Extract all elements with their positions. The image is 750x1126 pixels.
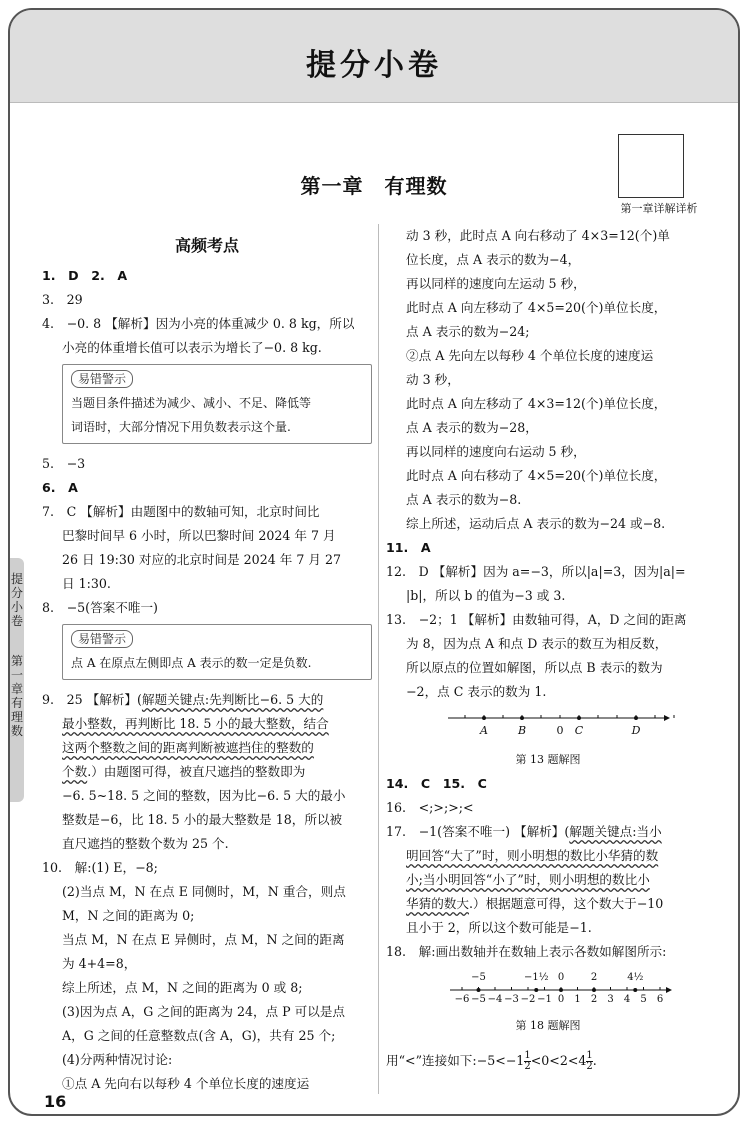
- answer-10-cont: 再以同样的速度向右运动 5 秒，: [406, 444, 586, 459]
- figure-18-svg: [386, 964, 710, 1014]
- answer-10-cont: (3)因为点 A，G 之间的距离为 24，点 P 可以是点: [62, 1004, 346, 1019]
- fig18-tick-label: −3: [504, 994, 519, 1005]
- fig18-point: [477, 988, 481, 992]
- fig18-point-label: −1½: [524, 972, 549, 983]
- fig18-point-label: 2: [590, 972, 598, 983]
- answer-10-cont: 点 A 表示的数为−8.: [406, 492, 522, 507]
- side-tab-text-2: 第一章 有理数: [10, 654, 36, 738]
- answer-9: 9. 25 【解析】(解题关键点:先判断比−6. 5 大的: [42, 692, 324, 707]
- fraction: $\frac{1}{2}$: [524, 1050, 531, 1072]
- fig18-tick-label: 0: [557, 994, 565, 1005]
- answer-10-cont: 当点 M，N 在点 E 异侧时，点 M，N 之间的距离: [62, 932, 345, 947]
- answer-7-cont: 巴黎时间早 6 小时，所以巴黎时间 2024 年 7 月: [62, 528, 336, 543]
- fig18-tick-label: −6: [454, 994, 470, 1005]
- fig18-point: [592, 988, 596, 992]
- answer-10-cont: 综上所述，点 M，N 之间的距离为 0 或 8;: [62, 980, 303, 995]
- answer-10-cont: 此时点 A 向左移动了 4×5=20(个)单位长度，: [406, 300, 667, 315]
- answer-10-cont: ①点 A 先向右以每秒 4 个单位长度的速度运: [62, 1076, 310, 1091]
- header-bar: [10, 10, 738, 103]
- answer-9-cont: −6. 5~18. 5 之间的整数，因为比−6. 5 大的最小: [62, 788, 346, 803]
- answer-8: 8. −5(答案不唯一): [42, 600, 158, 615]
- figure-18-caption: 第 18 题解图: [515, 1019, 581, 1032]
- fig18-tick-label: −4: [487, 994, 503, 1005]
- answer-14-15: 14. C 15. C: [386, 776, 487, 791]
- answer-7-cont: 日 1:30.: [62, 576, 111, 591]
- fig13-label-d: D: [631, 724, 641, 737]
- answer-10-cont: 此时点 A 向左移动了 4×3=12(个)单位长度，: [406, 396, 667, 411]
- fig18-tick-label: −5: [471, 994, 486, 1005]
- right-column: [386, 224, 710, 1078]
- answer-6: 6. A: [42, 480, 78, 495]
- answer-9-cont: 最小整数，再判断比 18. 5 小的最大整数，结合: [62, 716, 329, 731]
- chapter-title: 第一章 有理数: [300, 174, 448, 198]
- answer-10-cont: M，N 之间的距离为 0;: [62, 908, 195, 923]
- answer-10-cont: (4)分两种情况讨论:: [62, 1052, 173, 1067]
- figure-13-svg: [386, 704, 710, 748]
- qr-code-placeholder[interactable]: [618, 134, 684, 198]
- answer-12-cont: |b|，所以 b 的值为−3 或 3.: [406, 588, 566, 603]
- answer-10-cont: 此时点 A 向右移动了 4×5=20(个)单位长度，: [406, 468, 667, 483]
- answer-9-cont: 直尺遮挡的整数个数为 25 个.: [62, 836, 229, 851]
- answer-10-cont: 综上所述，运动后点 A 表示的数为−24 或−8.: [406, 516, 666, 531]
- answer-17-cont: 且小于 2，所以这个数可能是−1.: [406, 920, 592, 935]
- fig18-point: [633, 988, 637, 992]
- answer-7: 7. C 【解析】由题图中的数轴可知，北京时间比: [42, 504, 320, 519]
- answer-10-cont: 为 4+4=8，: [62, 956, 137, 971]
- section-title: 高频考点: [174, 236, 239, 255]
- fig18-point-label: 4½: [627, 972, 644, 983]
- left-column: [42, 232, 372, 1096]
- answer-13: 13. −2；1 【解析】由数轴可得，A，D 之间的距离: [386, 612, 687, 627]
- warning-label: 易错警示: [71, 630, 133, 648]
- answer-9-cont: 这两个整数之间的距离判断被遮挡住的整数的: [62, 740, 314, 755]
- page-title: 提分小卷: [306, 48, 442, 83]
- fig13-point: [577, 716, 581, 720]
- answer-13-cont: 所以原点的位置如解图，所以点 B 表示的数为: [406, 660, 663, 675]
- warning-text: 词语时，大部分情况下用负数表示这个量.: [71, 420, 291, 434]
- page-number: 16: [44, 1092, 67, 1111]
- answer-18: 18. 解:画出数轴并在数轴上表示各数如解图所示:: [386, 944, 667, 959]
- answer-1-2: 1. D 2. A: [42, 268, 128, 283]
- fig18-tick-label: 6: [656, 994, 664, 1005]
- figure-18-number-line: [386, 964, 710, 1014]
- answer-13-cont: −2，点 C 表示的数为 1.: [406, 684, 547, 699]
- side-tab-text-1: 提分小卷: [10, 572, 23, 628]
- fig18-tick-label: 3: [607, 994, 614, 1005]
- fig18-tick-label: 1: [574, 994, 581, 1005]
- answer-17: 17. −1(答案不唯一) 【解析】(解题关键点:当小: [386, 824, 662, 839]
- answer-12: 12. D 【解析】因为 a=−3，所以|a|=3，因为|a|=: [386, 564, 686, 579]
- answer-10-cont: (2)当点 M，N 在点 E 同侧时，M，N 重合，则点: [62, 884, 346, 899]
- answer-10-cont: 点 A 表示的数为−24;: [406, 324, 530, 339]
- answer-10-cont: ②点 A 先向左以每秒 4 个单位长度的速度运: [406, 348, 654, 363]
- answer-7-cont: 26 日 19:30 对应的北京时间是 2024 年 7 月 27: [62, 552, 341, 567]
- fig18-tick-label: 4: [623, 994, 631, 1005]
- answer-10: 10. 解:(1) E，−8;: [42, 860, 158, 875]
- fig18-tick-label: −2: [520, 994, 536, 1005]
- answer-5: 5. −3: [42, 456, 86, 471]
- answer-11: 11. A: [386, 540, 431, 555]
- answer-10-cont: 再以同样的速度向左运动 5 秒，: [406, 276, 586, 291]
- answer-17-cont: 华猜的数大.）根据题意可得，这个数大于−10: [406, 896, 664, 911]
- answer-17-cont: 小;当小明回答“小了”时，则小明想的数比小: [406, 872, 650, 887]
- warning-text: 当题目条件描述为减少、减小、不足、降低等: [71, 396, 312, 410]
- answer-4: 4. −0. 8 【解析】因为小亮的体重减少 0. 8 kg，所以: [42, 316, 355, 331]
- qr-caption: 第一章详解详析: [620, 202, 698, 215]
- fig13-label-b: B: [517, 724, 527, 737]
- fig13-point: [634, 716, 638, 720]
- fig18-point: [559, 988, 563, 992]
- answer-16: 16. <;>;>;<: [386, 800, 474, 815]
- fig18-point: [534, 988, 538, 992]
- figure-13-caption: 第 13 题解图: [515, 753, 581, 766]
- answer-4-cont: 小亮的体重增长值可以表示为增长了−0. 8 kg.: [62, 340, 322, 355]
- answer-17-cont: 明回答“大了”时，则小明想的数比小华猜的数: [406, 848, 659, 863]
- warning-box-2: [62, 624, 372, 680]
- fig18-tick-label: −1: [537, 994, 552, 1005]
- answer-10-cont: A，G 之间的任意整数点(含 A，G)，共有 25 个;: [62, 1028, 336, 1043]
- fig13-point: [520, 716, 524, 720]
- warning-box-1: [62, 364, 372, 444]
- final-answer-18: 用“<”连接如下:−5<−1 $\frac{1}{2}$ <0<2<4 $\frac{1}{2}$ .: [386, 1050, 597, 1072]
- fig13-label-c: C: [574, 724, 584, 737]
- answer-9-cont: 整数是−6，比 18. 5 小的最大整数是 18，所以被: [62, 812, 343, 827]
- fraction: $\frac{1}{2}$: [586, 1050, 593, 1072]
- fig13-label-0: 0: [556, 724, 564, 737]
- warning-text: 点 A 在原点左侧即点 A 表示的数一定是负数.: [71, 656, 312, 670]
- side-tab: [10, 558, 36, 802]
- answer-10-cont: 位长度，点 A 表示的数为−4，: [406, 252, 581, 267]
- fig18-tick-label: 2: [590, 994, 598, 1005]
- warning-label: 易错警示: [71, 370, 133, 388]
- answer-10-cont: 动 3 秒，: [406, 372, 460, 387]
- figure-13-number-line: [386, 704, 710, 748]
- answer-10-cont: 点 A 表示的数为−28，: [406, 420, 538, 435]
- column-divider: [378, 224, 379, 1094]
- fig18-point-label: 0: [557, 972, 565, 983]
- answer-9-cont: 个数.）由题图可得，被直尺遮挡的整数即为: [62, 764, 306, 779]
- fig18-tick-label: 5: [640, 994, 647, 1005]
- answer-3: 3. 29: [42, 292, 83, 307]
- fig18-point-label: −5: [471, 972, 486, 983]
- answer-13-cont: 为 8，因为点 A 和点 D 表示的数互为相反数，: [406, 636, 668, 651]
- fig13-label-a: A: [480, 724, 488, 737]
- fig13-point: [482, 716, 486, 720]
- page-frame: [8, 8, 740, 1116]
- answer-10-cont: 动 3 秒，此时点 A 向右移动了 4×3=12(个)单: [406, 228, 670, 243]
